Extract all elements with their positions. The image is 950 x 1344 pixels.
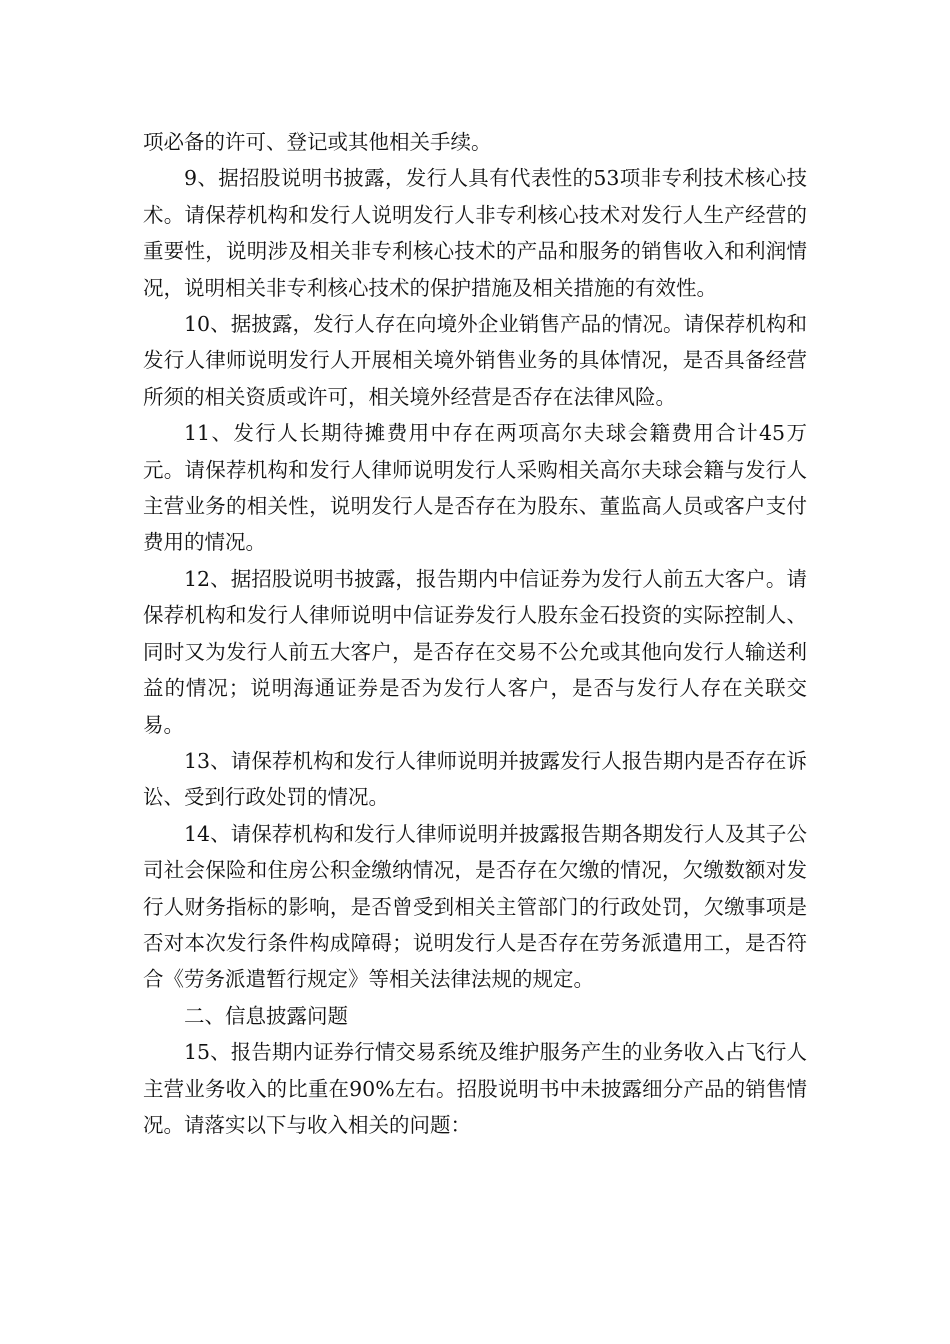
document-body	[143, 124, 807, 1143]
paragraph-continuation: 项必备的许可、登记或其他相关手续。	[143, 130, 492, 154]
paragraph-item-10: 10、据披露，发行人存在向境外企业销售产品的情况。请保荐机构和发行人律师说明发行人开展相关境外销售业务的具体情况，是否具备经营所须的相关资质或许可，相关境外经营是否存在法律风险。	[143, 312, 807, 409]
paragraph-item-11: 11、发行人长期待摊费用中存在两项高尔夫球会籍费用合计45万元。请保荐机构和发行人律师说明发行人采购相关高尔夫球会籍与发行人主营业务的相关性，说明发行人是否存在为股东、董监高人员或客户支付费用的情况。	[143, 421, 807, 555]
paragraph-item-13: 13、请保荐机构和发行人律师说明并披露发行人报告期内是否存在诉讼、受到行政处罚的情况。	[143, 748, 807, 810]
paragraph-item-9: 9、据招股说明书披露，发行人具有代表性的53项非专利技术核心技术。请保荐机构和发行人说明发行人非专利核心技术对发行人生产经营的重要性，说明涉及相关非专利核心技术的产品和服务的销售收入和利润情况，说明相关非专利核心技术的保护措施及相关措施的有效性。	[143, 166, 807, 300]
paragraph-item-12: 12、据招股说明书披露，报告期内中信证券为发行人前五大客户。请保荐机构和发行人律师说明中信证券发行人股东金石投资的实际控制人、同时又为发行人前五大客户，是否存在交易不公允或其他向发行人输送利益的情况；说明海通证券是否为发行人客户，是否与发行人存在关联交易。	[143, 566, 807, 737]
section-heading: 二、信息披露问题	[184, 1003, 348, 1028]
paragraph-item-14: 14、请保荐机构和发行人律师说明并披露报告期各期发行人及其子公司社会保险和住房公积金缴纳情况，是否存在欠缴的情况，欠缴数额对发行人财务指标的影响，是否曾受到相关主管部门的行政处罚，欠缴事项是否对本次发行条件构成障碍；说明发行人是否存在劳务派遣用工，是否符合《劳务派遣暂行规定》等相关法律法规的规定。	[143, 821, 807, 992]
paragraph-item-15: 15、报告期内证券行情交易系统及维护服务产生的业务收入占飞行人主营业务收入的比重在90%左右。招股说明书中未披露细分产品的销售情况。请落实以下与收入相关的问题：	[143, 1040, 807, 1137]
